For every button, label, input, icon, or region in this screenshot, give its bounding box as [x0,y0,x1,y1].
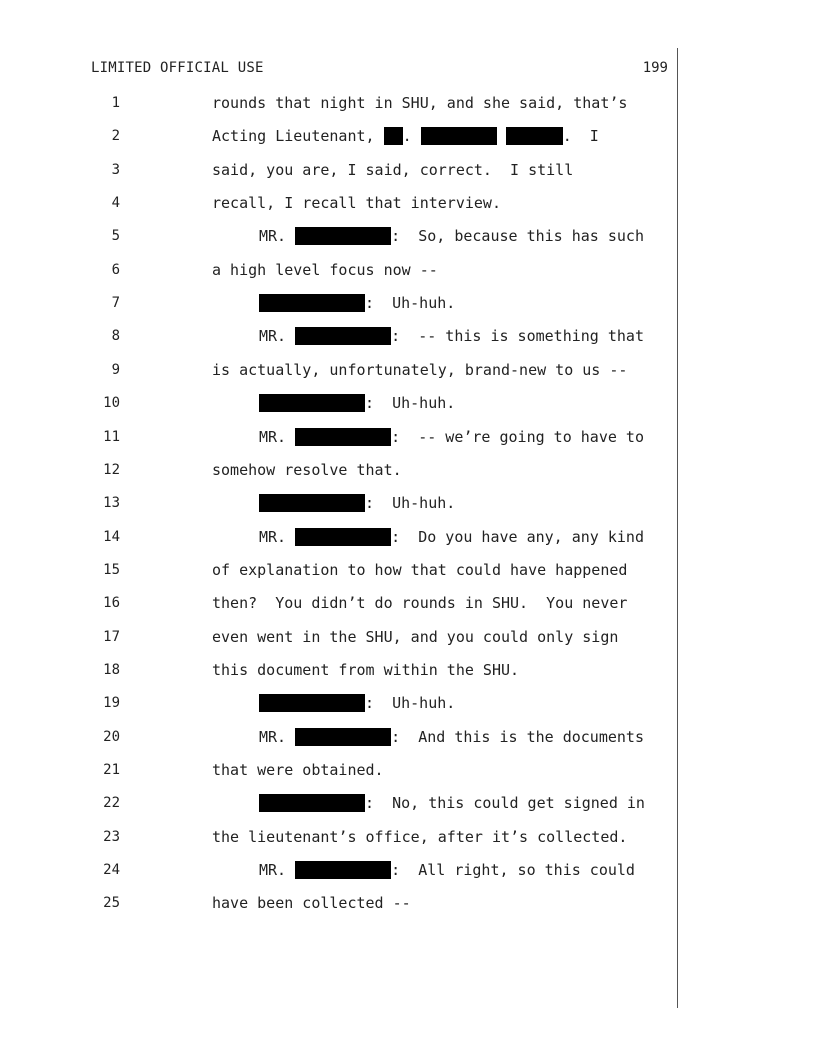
line-number: 16 [103,595,120,612]
line-number: 10 [103,395,120,412]
text-segment: rounds that night in SHU, and she said, that’s [212,94,628,112]
line-text [212,194,501,212]
redaction-block [384,127,403,145]
transcript-line [0,226,677,246]
line-text [259,227,644,245]
line-number: 19 [103,695,120,712]
line-text [259,694,455,712]
transcript-line [0,293,677,313]
text-segment: is actually, unfortunately, brand-new to us -- [212,360,628,379]
line-number: 11 [103,428,120,445]
line-number: 15 [103,561,120,578]
line-text [259,861,635,879]
text-segment: then? You didn’t do rounds in SHU. You never [212,594,628,613]
redaction-block [295,528,391,546]
line-text [212,628,618,646]
text-segment: MR. [259,527,296,546]
transcript-line [0,660,677,680]
line-text [259,428,644,446]
line-number: 3 [111,161,120,178]
redaction-block [295,327,391,345]
transcript-line [0,360,677,380]
transcript-line [0,560,677,580]
line-text [259,327,644,345]
text-segment: MR. [259,227,296,246]
text-segment: a high level focus now -- [212,260,438,279]
text-segment: MR. [259,427,296,446]
line-number: 20 [103,728,120,745]
line-text [259,494,455,512]
redaction-block [259,294,365,312]
line-number: 18 [103,661,120,678]
redaction-block [295,428,391,446]
line-number: 21 [103,762,120,778]
line-number: 1 [111,95,120,111]
transcript-line [0,527,677,547]
line-text [212,561,627,579]
line-number: 7 [111,295,120,312]
classification-header: LIMITED OFFICIAL USE [91,60,264,76]
text-segment: recall, I recall that interview. [212,194,501,213]
text-segment: MR. [259,861,296,880]
line-number: 14 [103,528,120,545]
transcript-line [0,160,677,180]
transcript-line [0,326,677,346]
redaction-block [295,227,391,245]
text-segment: : No, this could get signed in [365,794,645,813]
redaction-block [259,494,365,512]
transcript-line [0,193,677,213]
line-text [259,394,455,412]
line-number: 6 [111,261,120,278]
transcript-line [0,126,677,146]
transcript-line [0,827,677,847]
transcript-line [0,393,677,413]
text-segment: : Do you have any, any kind [391,527,644,546]
line-number: 22 [103,795,120,812]
text-segment: : All right, so this could [391,861,635,880]
line-text [212,828,627,846]
text-segment: MR. [259,327,296,346]
text-segment: : Uh-huh. [365,294,456,313]
line-number: 12 [103,461,120,478]
right-margin-rule [677,48,678,1008]
text-segment: : And this is the documents [391,727,644,746]
text-segment: MR. [259,727,296,746]
redaction-block [295,861,391,879]
line-text [212,461,402,479]
redaction-block [506,127,563,145]
line-number: 23 [103,828,120,845]
transcript-line [0,93,677,113]
text-segment: have been collected -- [212,894,411,913]
text-segment: that were obtained. [212,761,384,779]
line-text [212,594,627,612]
line-number: 4 [111,195,120,212]
transcript-line [0,727,677,747]
redaction-block [421,127,497,145]
line-number: 13 [103,495,120,512]
line-number: 25 [103,895,120,912]
line-text [212,361,627,379]
transcript-line [0,460,677,480]
text-segment: . I [562,127,599,146]
line-text [212,161,573,179]
text-segment: the lieutenant’s office, after it’s collected. [212,827,628,846]
line-text [212,94,627,112]
text-segment: Acting Lieutenant, [212,127,384,146]
transcript-line [0,260,677,280]
line-number: 17 [103,628,120,645]
redaction-block [295,728,391,746]
redaction-block [259,794,365,812]
line-text [212,761,384,779]
transcript-line [0,793,677,813]
line-number: 24 [103,862,120,879]
transcript-line [0,493,677,513]
transcript-line [0,760,677,780]
line-text [259,294,455,312]
text-segment: : So, because this has such [391,227,644,246]
line-text [212,127,599,145]
transcript-line [0,693,677,713]
text-segment: of explanation to how that could have happened [212,560,628,579]
text-segment: : -- we’re going to have to [391,427,644,446]
transcript-line [0,627,677,647]
text-segment: even went in the SHU, and you could only sign [212,627,619,646]
text-segment: : -- this is something that [391,327,644,346]
transcript-line [0,893,677,913]
redaction-block [259,394,365,412]
text-segment: : Uh-huh. [365,394,456,413]
text-segment: : Uh-huh. [365,494,456,513]
line-text [259,528,644,546]
line-text [259,794,645,812]
line-text [212,894,411,912]
text-segment: . [402,127,421,146]
line-number: 2 [111,128,120,145]
page-number: 199 [642,60,668,76]
transcript-line [0,427,677,447]
transcript-line [0,860,677,880]
line-number: 9 [111,361,120,378]
text-segment: : Uh-huh. [365,694,456,713]
transcript-line [0,593,677,613]
line-text [212,261,438,279]
line-text [259,728,644,746]
text-segment: this document from within the SHU. [212,660,520,679]
line-text [212,661,519,679]
text-segment [497,127,506,145]
line-number: 8 [111,328,120,345]
line-number: 5 [111,228,120,245]
text-segment: said, you are, I said, correct. I still [212,160,574,179]
text-segment: somehow resolve that. [212,460,402,479]
redaction-block [259,694,365,712]
